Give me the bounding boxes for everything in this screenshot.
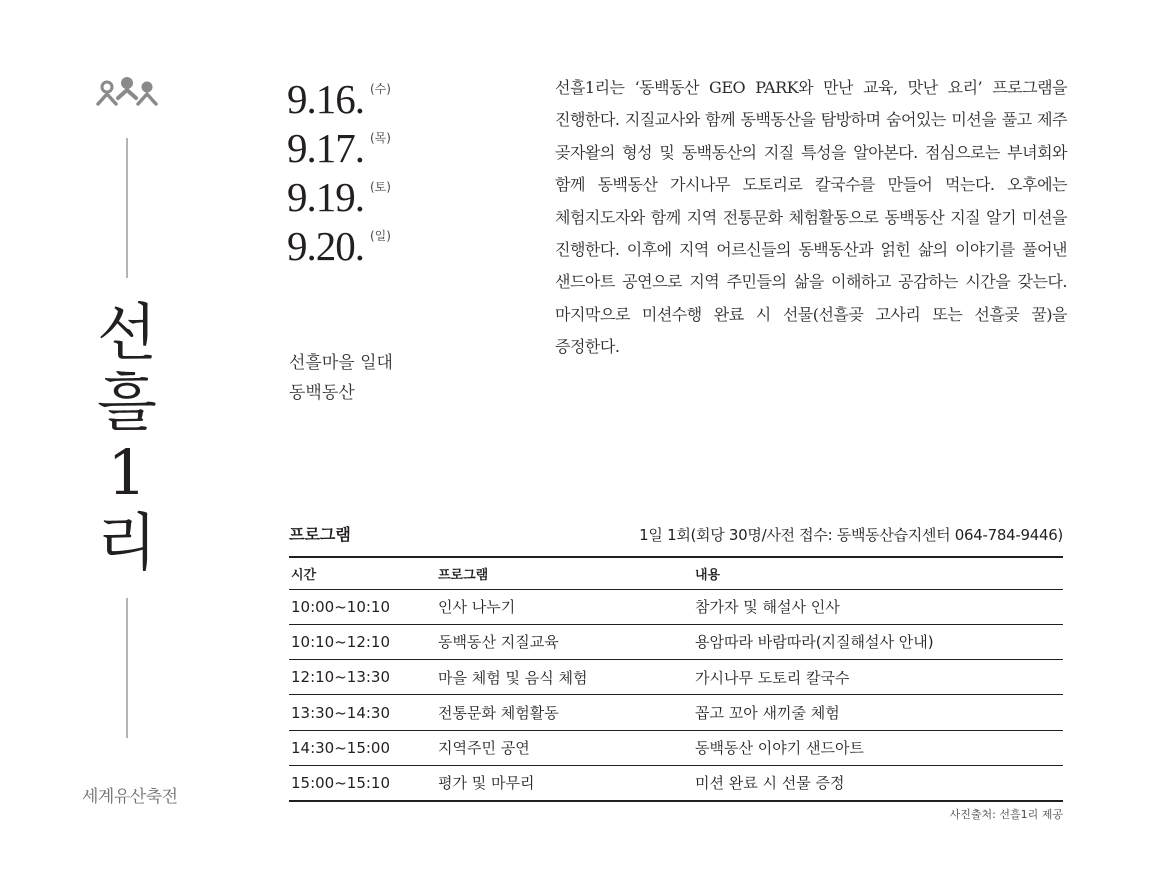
table-row xyxy=(289,695,1063,730)
cell-program: 마을 체험 및 음식 체험 xyxy=(436,660,693,695)
program-table xyxy=(289,556,1063,802)
vertical-divider-top xyxy=(126,138,128,278)
table-row xyxy=(289,730,1063,765)
table-row xyxy=(289,765,1063,800)
date-number: 9.17. xyxy=(287,125,364,171)
people-icon xyxy=(96,76,158,110)
cell-time: 10:10~12:10 xyxy=(289,624,436,659)
cell-program: 전통문화 체험활동 xyxy=(436,695,693,730)
cell-content: 동백동산 이야기 샌드아트 xyxy=(693,730,1063,765)
date-item xyxy=(287,223,391,272)
village-title-char: 1 xyxy=(107,436,147,509)
header-program: 프로그램 xyxy=(436,557,693,589)
cell-time: 10:00~10:10 xyxy=(289,589,436,624)
cell-program: 평가 및 마무리 xyxy=(436,765,693,800)
cell-program: 지역주민 공연 xyxy=(436,730,693,765)
header-time: 시간 xyxy=(289,557,436,589)
village-title-char: 리 xyxy=(97,506,157,579)
village-title-char: 선 xyxy=(97,296,157,369)
cell-program: 동백동산 지질교육 xyxy=(436,624,693,659)
festival-label: 세계유산축전 xyxy=(82,787,178,807)
event-location xyxy=(289,348,393,408)
date-weekday: (일) xyxy=(370,229,391,243)
cell-content: 가시나무 도토리 칼국수 xyxy=(693,660,1063,695)
date-number: 9.19. xyxy=(287,174,364,220)
table-row xyxy=(289,624,1063,659)
date-item xyxy=(287,174,391,223)
event-dates xyxy=(287,76,391,272)
table-row xyxy=(289,589,1063,624)
cell-program: 인사 나누기 xyxy=(436,589,693,624)
date-weekday: (목) xyxy=(370,131,391,145)
photo-credit: 사진출처: 선흘1리 제공 xyxy=(949,808,1063,821)
program-title: 프로그램 xyxy=(289,525,351,544)
program-info: 1일 1회(회당 30명/사전 접수: 동백동산습지센터 064-784-9446) xyxy=(639,526,1063,544)
table-header-row xyxy=(289,557,1063,589)
location-line: 동백동산 xyxy=(289,383,355,403)
cell-time: 13:30~14:30 xyxy=(289,695,436,730)
cell-content: 용암따라 바람따라(지질해설사 안내) xyxy=(693,624,1063,659)
location-line: 선흘마을 일대 xyxy=(289,353,393,373)
cell-time: 14:30~15:00 xyxy=(289,730,436,765)
village-title-char: 흘 xyxy=(97,366,157,439)
cell-content: 참가자 및 해설사 인사 xyxy=(693,589,1063,624)
cell-time: 15:00~15:10 xyxy=(289,765,436,800)
village-title xyxy=(72,298,182,578)
date-weekday: (수) xyxy=(370,82,391,96)
program-description: 선흘1리는 ‘동백동산 GEO PARK와 만난 교육, 맛난 요리’ 프로그램을 진행한다. 지질교사와 함께 동백동산을 탐방하며 숨어있는 미션을 풀고 제주 곶자왈의 형성 및 동백동산의 지질 특성을 알아본다. 점심으로는 부녀회와 함께 동백동산 가시나무 도토리로 칼국수를 만들어 먹는다. 오후에는 체험지도자와 함께 지역 전통문화 체험활동으로 동백동산 지질 알기 미션을 진행한다. 이후에 지역 어르신들의 동백동산과 얽힌 삶의 이야기를 풀어낸 샌드아트 공연으로 지역 주민들의 삶을 이해하고 공감하는 시간을 갖는다. 마지막으로 미션수행 완료 시 선물(선흘곶 고사리 또는 선흘곶 꿀)을 증정한다. xyxy=(555,78,1067,357)
program-header xyxy=(289,522,1063,545)
vertical-divider-bottom xyxy=(126,598,128,738)
cell-content: 꼽고 꼬아 새끼줄 체험 xyxy=(693,695,1063,730)
table-row xyxy=(289,660,1063,695)
header-content: 내용 xyxy=(693,557,1063,589)
date-weekday: (토) xyxy=(370,180,391,194)
cell-time: 12:10~13:30 xyxy=(289,660,436,695)
date-number: 9.16. xyxy=(287,76,364,122)
cell-content: 미션 완료 시 선물 증정 xyxy=(693,765,1063,800)
date-item xyxy=(287,125,391,174)
date-number: 9.20. xyxy=(287,223,364,269)
date-item xyxy=(287,76,391,125)
